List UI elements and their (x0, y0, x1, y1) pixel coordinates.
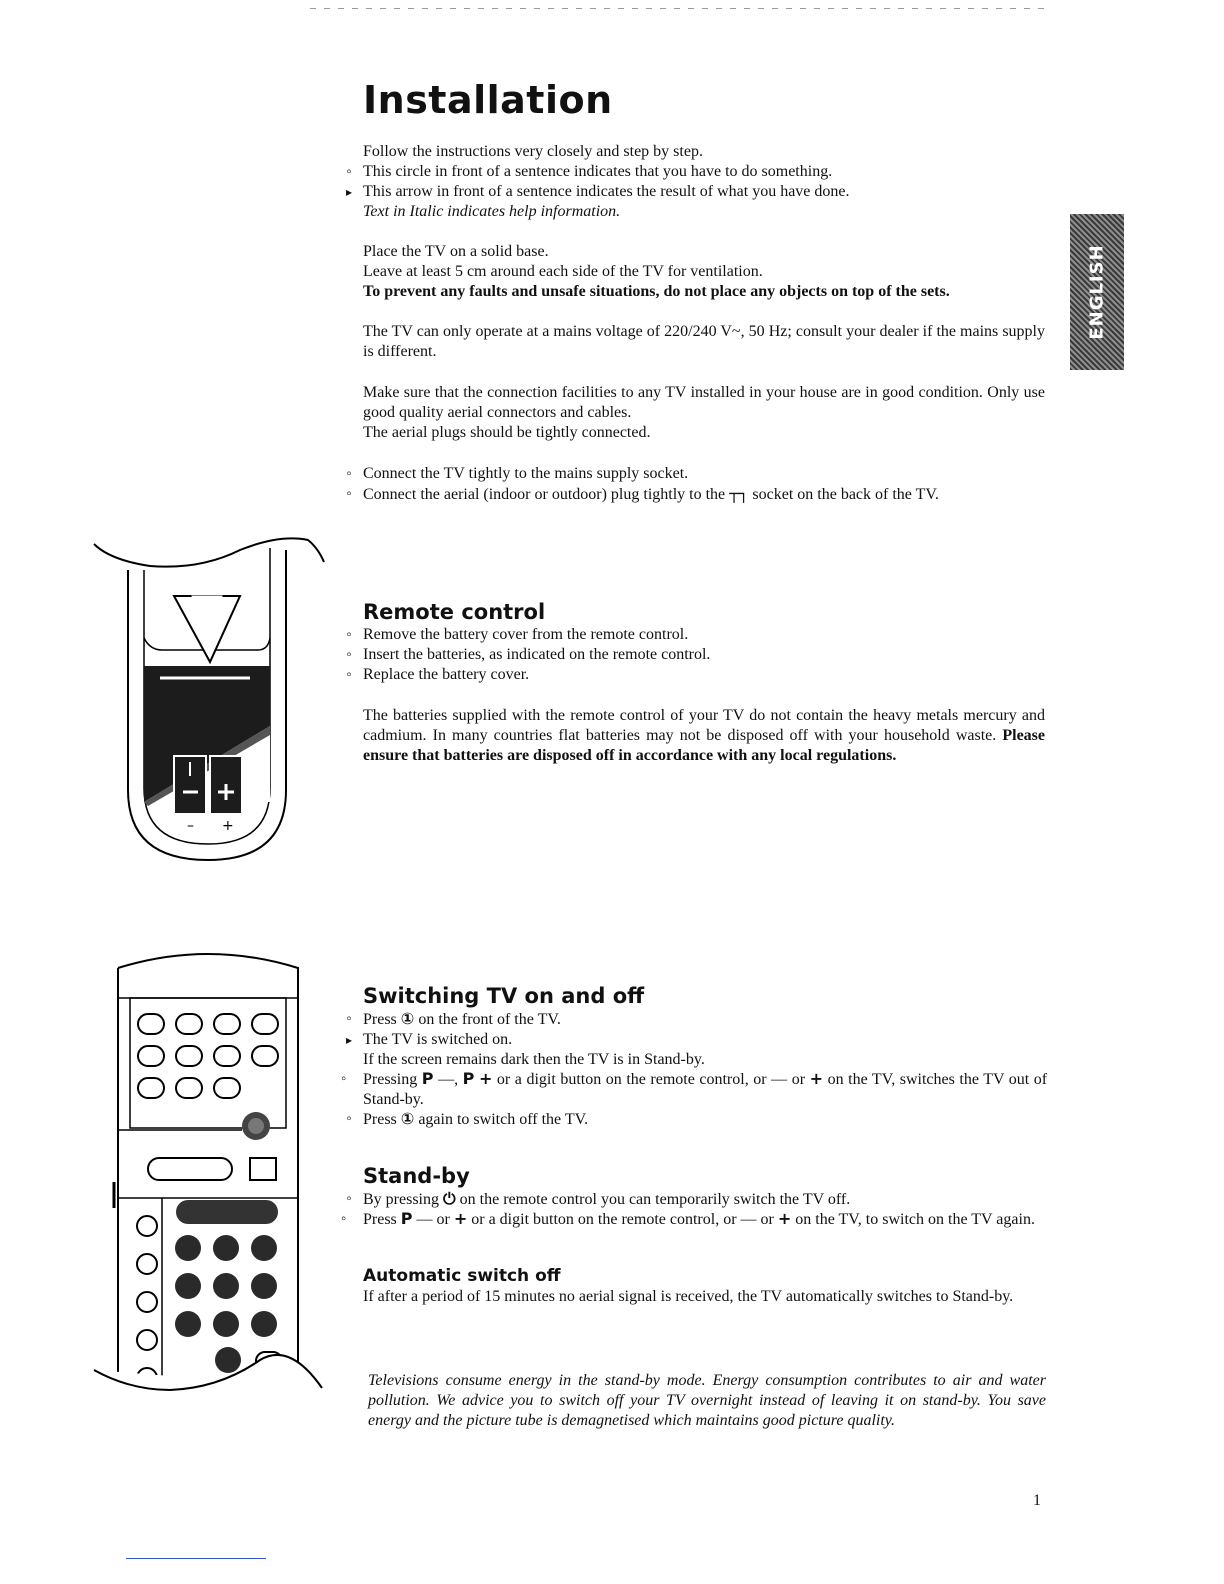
remote-step: ◦ Replace the battery cover. (363, 665, 1053, 685)
mains-switch-icon: ① (400, 1109, 415, 1128)
circle-bullet-icon (341, 645, 357, 665)
connect-steps (363, 464, 1053, 505)
switching-steps (363, 1009, 1053, 1070)
standby-step: ◦ By pressing ⏻ on the remote control you can temporarily switch the TV off. (363, 1189, 1053, 1210)
aerial-socket-icon: ┬┐ (729, 484, 749, 503)
placement-line: Place the TV on a solid base. (363, 243, 549, 260)
connect-step: ◦ Connect the aerial (indoor or outdoor) plug tightly to the ┬┐ socket on the back of the TV. (363, 484, 1053, 505)
placement-line: Leave at least 5 cm around each side of the TV for ventilation. (363, 263, 763, 280)
switching-step-off: ◦ Press ① again to switch off the TV. (363, 1109, 1053, 1130)
connection-block (363, 383, 1045, 443)
circle-bullet-icon (341, 1109, 357, 1129)
energy-note: Televisions consume energy in the stand-by mode. Energy consumption contributes to air and water pollution. We advice you to switch off your TV overnight instead of leaving it on stand-by. You save energy and the picture tube is demagnetised which maintains good picture quality. (368, 1372, 1046, 1429)
standby-icon: ⏻ (443, 1189, 456, 1208)
circle-bullet-icon (341, 665, 357, 685)
language-tab (1070, 214, 1124, 370)
intro-result-line: ▸ This arrow in front of a sentence indicates the result of what you have done. (363, 182, 1053, 202)
circle-bullet-icon (341, 1069, 357, 1089)
remote-control-heading: Remote control (363, 600, 546, 624)
standby-heading: Stand-by (363, 1164, 470, 1188)
battery-insertion-illustration (90, 530, 330, 890)
intro-action-line: ◦ This circle in front of a sentence indicates that you have to do something. (363, 162, 1053, 182)
remote-steps (363, 625, 1053, 685)
scan-artifact-top (310, 8, 1050, 9)
mains-switch-icon: ① (400, 1009, 415, 1028)
battery-paragraph: The batteries supplied with the remote control of your TV do not contain the heavy metals mercury and cadmium. In many countries flat batteries may not be disposed off with your household waste. Please ensure that batteries are disposed off in accordance with any local regulations. (363, 707, 1046, 764)
connection-paragraph: Make sure that the connection facilities to any TV installed in your house are in good condition. Only use good quality aerial connectors and cables. (363, 384, 1045, 421)
remote-step: ◦ Insert the batteries, as indicated on the remote control. (363, 645, 1053, 665)
language-tab-label: ENGLISH (1086, 244, 1108, 340)
battery-disposal-warning: Please ensure that batteries are disposed off in accordance with any local regulations. (363, 727, 1046, 764)
placement-block (363, 242, 1053, 302)
switching-note: If the screen remains dark then the TV is in Stand-by. (363, 1051, 705, 1068)
intro-block (363, 142, 1053, 222)
battery-plus-label: + (222, 818, 234, 834)
circle-bullet-icon (341, 625, 357, 645)
circle-bullet-icon (341, 162, 357, 182)
circle-bullet-icon (341, 464, 357, 484)
remote-step: ◦ Remove the battery cover from the remote control. (363, 625, 1053, 645)
circle-bullet-icon (341, 1209, 357, 1229)
auto-switch-off-paragraph: If after a period of 15 minutes no aerial signal is received, the TV automatically switches to Stand-by. (363, 1288, 1014, 1305)
arrow-bullet-icon (341, 1030, 357, 1050)
switching-result: ▸ The TV is switched on. (363, 1030, 1053, 1050)
auto-switch-off-heading: Automatic switch off (363, 1266, 561, 1286)
scan-artifact-bottom-line (126, 1558, 266, 1559)
circle-bullet-icon (341, 1009, 357, 1029)
switching-step-pressing: ◦ Pressing P —, P + or a digit button on the remote control, or — or + on the TV, switches the TV out of Stand-by. (363, 1069, 1047, 1110)
mains-paragraph: The TV can only operate at a mains voltage of 220/240 V~, 50 Hz; consult your dealer if the mains supply is different. (363, 323, 1045, 360)
circle-bullet-icon (341, 1189, 357, 1209)
placement-warning: To prevent any faults and unsafe situations, do not place any objects on top of the sets. (363, 283, 950, 300)
page-title: Installation (363, 78, 613, 122)
standby-step-press: ◦ Press P — or + or a digit button on the remote control, or — or + on the TV, to switch on the TV again. (363, 1209, 1047, 1230)
battery-minus-label: – (187, 818, 194, 834)
arrow-bullet-icon (341, 182, 357, 202)
switching-heading: Switching TV on and off (363, 984, 645, 1008)
intro-line: Follow the instructions very closely and step by step. (363, 143, 703, 160)
intro-italic-line: Text in Italic indicates help information. (363, 203, 621, 220)
page-number: 1 (1033, 1492, 1041, 1509)
connect-step: ◦ Connect the TV tightly to the mains supply socket. (363, 464, 1053, 484)
connection-plugs-line: The aerial plugs should be tightly connected. (363, 424, 651, 441)
switching-step: ◦ Press ① on the front of the TV. (363, 1009, 1053, 1030)
circle-bullet-icon (341, 484, 357, 504)
remote-control-illustration (90, 950, 330, 1400)
